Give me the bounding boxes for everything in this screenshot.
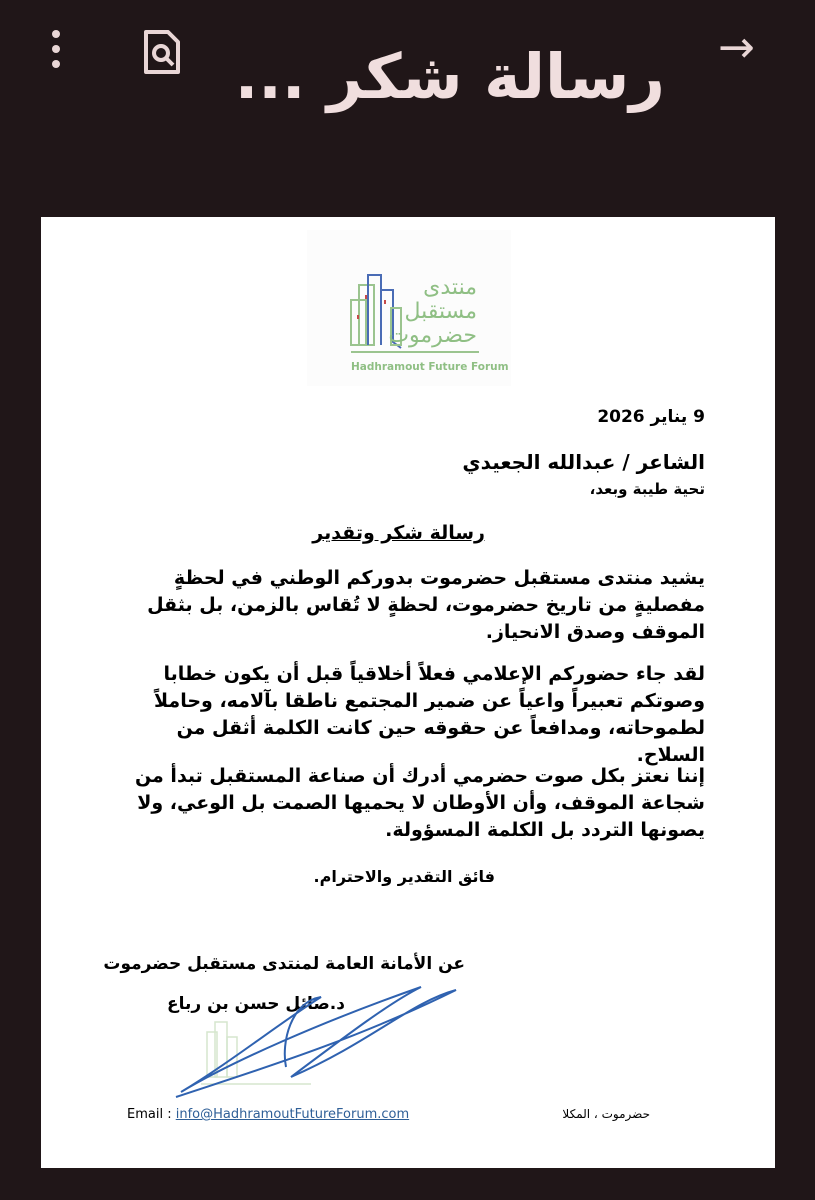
signatory-name: د.صائل حسن بن رباع — [166, 994, 345, 1014]
email-link[interactable]: info@HadhramoutFutureForum.com — [175, 1107, 410, 1122]
greeting: تحية طيبة وبعد، — [589, 480, 705, 498]
top-app-bar — [0, 0, 815, 180]
document-title: رسالة شكر ... — [234, 40, 665, 113]
svg-text:مستقبل: مستقبل — [404, 299, 477, 324]
closing: فائق التقدير والاحترام. — [313, 867, 495, 886]
forum-logo — [307, 230, 511, 386]
find-in-page-icon[interactable] — [142, 28, 186, 76]
svg-text:منتدى: منتدى — [423, 275, 477, 300]
paragraph-2: لقد جاء حضوركم الإعلامي فعلاً أخلاقياً قبل أن يكون خطابا وصوتكم تعبيراً واعياً عن ضمير المجتمع ناطقا بآلامه، وحاملاً لطموحاته، ومدافعاً عن حقوقه حين كانت الكلمة أثقل من السلاح. — [154, 663, 705, 766]
more-vert-icon[interactable] — [42, 30, 70, 74]
email-label: Email — [127, 1107, 164, 1122]
svg-text:حضرموت: حضرموت — [388, 323, 477, 348]
email-line: Email : info@HadhramoutFutureForum.com — [127, 1107, 410, 1122]
signature-stamp — [171, 982, 471, 1102]
recipient: الشاعر / عبدالله الجعيدي — [462, 450, 705, 474]
signatory-org: عن الأمانة العامة لمنتدى مستقبل حضرموت — [103, 954, 465, 974]
paragraph-1: يشيد منتدى مستقبل حضرموت بدوركم الوطني في لحظةٍ مفصليةٍ من تاريخ حضرموت، لحظةٍ لا تُقاس بالزمن، بل بثقل الموقف وصدق الانحياز. — [147, 567, 705, 643]
letter-page — [41, 217, 775, 1168]
location: حضرموت ، المكلا — [562, 1107, 650, 1121]
letter-subject: رسالة شكر وتقدير — [312, 522, 485, 544]
arrow-forward-icon[interactable]: → — [718, 22, 755, 73]
svg-text:Hadhramout Future Forum: Hadhramout Future Forum — [351, 361, 509, 373]
paragraph-3: إننا نعتز بكل صوت حضرمي أدرك أن صناعة المستقبل تبدأ من شجاعة الموقف، وأن الأوطان لا يحميها الصمت بل الوعي، ولا يصونها التردد بل الكلمة المسؤولة. — [134, 765, 705, 841]
letter-date: 9 يناير 2026 — [597, 407, 705, 427]
